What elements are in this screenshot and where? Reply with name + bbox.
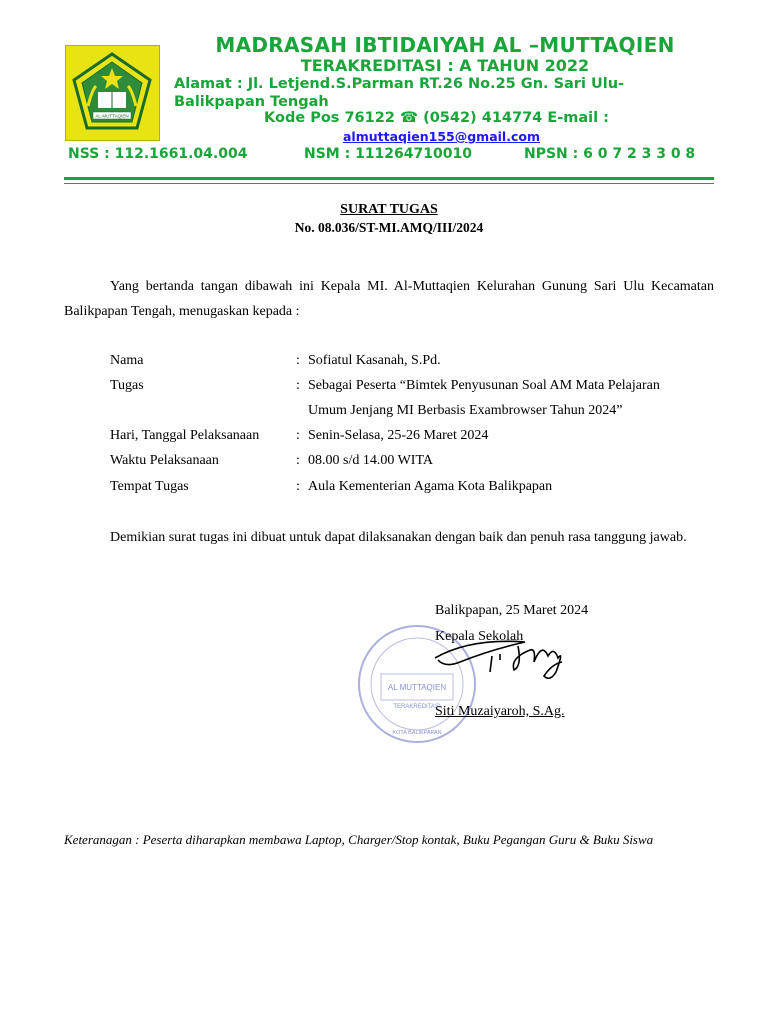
closing-paragraph: Demikian surat tugas ini dibuat untuk dapat dilaksanakan dengan baik dan penuh rasa tanggung jawab. [110, 530, 687, 545]
nsm-number: NSM : 111264710010 [304, 146, 472, 162]
intro-paragraph: Yang bertanda tangan dibawah ini Kepala MI. Al-Muttaqien Kelurahan Gunung Sari Ulu Kecamatan Balikpapan Tengah, menugaskan kepada : [64, 279, 714, 319]
address-line-2: Balikpapan Tengah [174, 94, 329, 110]
email-link[interactable]: almuttaqien155@gmail.com [343, 129, 540, 144]
detail-value-venue: Aula Kementerian Agama Kota Balikpapan [308, 479, 553, 494]
header-divider-thick [64, 177, 714, 180]
detail-value-time: 08.00 s/d 14.00 WITA [308, 453, 434, 468]
detail-label-date: Hari, Tanggal Pelaksanaan [110, 428, 260, 443]
address-line-1: Alamat : Jl. Letjend.S.Parman RT.26 No.25 Gn. Sari Ulu- [174, 76, 625, 92]
pentagon-emblem-icon [66, 46, 159, 140]
detail-value-task: Sebagai Peserta “Bimtek Penyusunan Soal AM Mata Pelajaran [308, 378, 660, 393]
letter-number: No. 08.036/ST-MI.AMQ/III/2024 [294, 220, 484, 235]
nss-number: NSS : 112.1661.04.004 [68, 146, 248, 162]
accreditation-status: TERAKREDITASI : A TAHUN 2022 [300, 56, 590, 75]
school-logo [65, 45, 160, 141]
detail-label-time: Waktu Pelaksanaan [110, 453, 219, 468]
detail-colon: : [296, 479, 300, 494]
detail-value-name: Sofiatul Kasanah, S.Pd. [308, 353, 441, 368]
detail-colon: : [296, 378, 300, 393]
svg-text:KOTA BALIKPAPAN: KOTA BALIKPAPAN [392, 730, 442, 736]
footnote: Keteranagan : Peserta diharapkan membawa Laptop, Charger/Stop kontak, Buku Pegangan Guru & Buku Siswa [64, 832, 654, 847]
signer-role: Kepala Sekolah [435, 629, 524, 644]
svg-text:AL MUTTAQIEN: AL MUTTAQIEN [387, 683, 447, 692]
detail-colon: : [296, 453, 300, 468]
detail-label-task: Tugas [110, 378, 144, 393]
header-divider-thin [64, 183, 714, 184]
signer-name: Siti Muzaiyaroh, S.Ag. [435, 704, 565, 719]
svg-text:AL-MUTTAQIEN: AL-MUTTAQIEN [95, 113, 129, 119]
svg-text:TERAKREDITASI: TERAKREDITASI [393, 704, 441, 710]
detail-label-venue: Tempat Tugas [110, 479, 189, 494]
school-name: MADRASAH IBTIDAIYAH AL –MUTTAQIEN [215, 33, 675, 57]
detail-colon: : [296, 428, 300, 443]
handwritten-signature-icon [430, 628, 570, 688]
detail-label-name: Nama [110, 353, 144, 368]
signing-place-date: Balikpapan, 25 Maret 2024 [435, 603, 589, 618]
detail-value-task-cont: Umum Jenjang MI Berbasis Exambrowser Tahun 2024” [308, 403, 623, 418]
contact-line: Kode Pos 76122 ☎ (0542) 414774 E-mail : [264, 110, 609, 126]
npsn-number: NPSN : 6 0 7 2 3 3 0 8 [524, 146, 696, 162]
letter-title: SURAT TUGAS [340, 202, 438, 217]
detail-value-date: Senin-Selasa, 25-26 Maret 2024 [308, 428, 489, 443]
detail-colon: : [296, 353, 300, 368]
